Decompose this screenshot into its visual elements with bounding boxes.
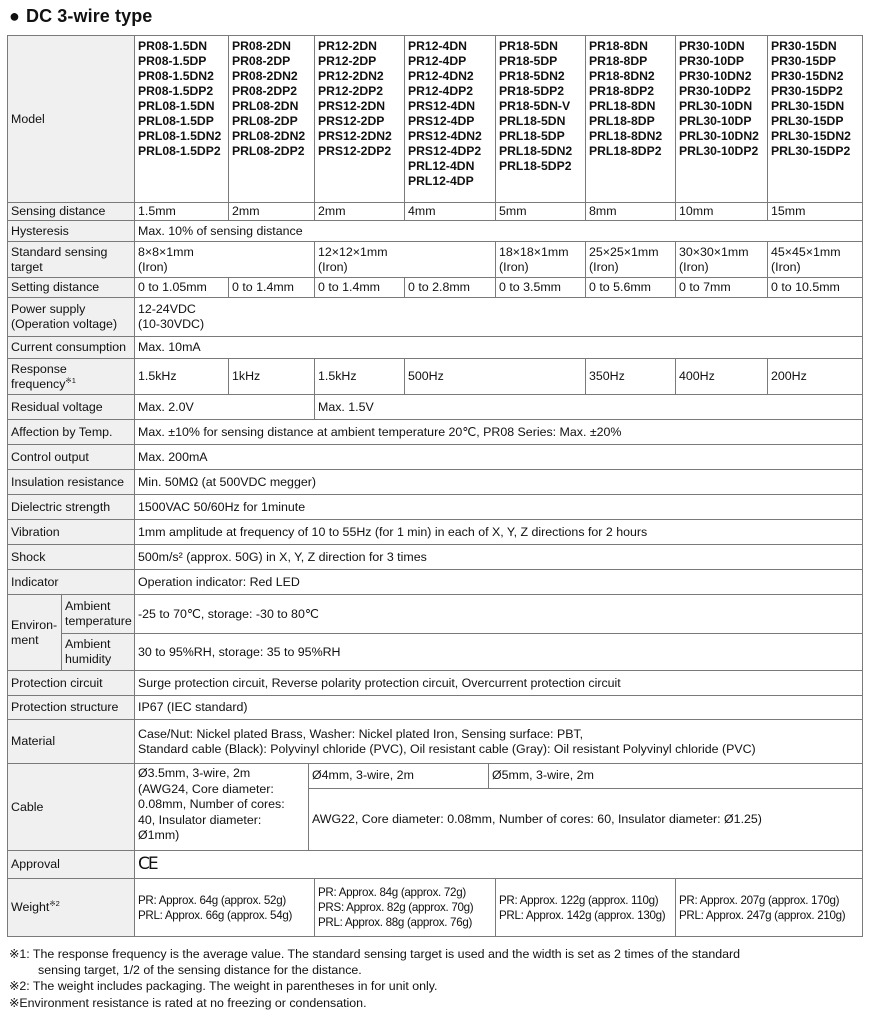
label-current-consumption: Current consumption [8, 337, 135, 359]
setting-distance-value: 0 to 2.8mm [405, 278, 496, 298]
cable-spec-value: AWG22, Core diameter: 0.08mm, Number of cores: 60, Insulator diameter: Ø1.25) [312, 812, 762, 826]
model-col-3: PR12-2DN PR12-2DP PR12-2DN2 PR12-2DP2 PRS12-2DN PRS12-2DP PRS12-2DN2 PRS12-2DP2 [315, 36, 405, 203]
model-col-5: PR18-5DN PR18-5DP PR18-5DN2 PR18-5DP2 PR18-5DN-V PRL18-5DN PRL18-5DP PRL18-5DN2 PRL18-5DP2 [496, 36, 586, 203]
setting-distance-value: 0 to 10.5mm [768, 278, 863, 298]
ce-mark-icon: CE [138, 853, 157, 874]
ambient-temperature-value: -25 to 70℃, storage: -30 to 80℃ [135, 595, 863, 634]
label-affection-temp: Affection by Temp. [8, 420, 135, 445]
sensing-distance-value: 5mm [496, 203, 586, 221]
response-frequency-value: 350Hz [586, 359, 676, 395]
row-residual-voltage [8, 395, 863, 420]
power-supply-value: 12-24VDC (10-30VDC) [135, 298, 863, 337]
setting-distance-value: 0 to 1.05mm [135, 278, 229, 298]
label-residual-voltage: Residual voltage [8, 395, 135, 420]
title-bullet: ● [9, 6, 20, 26]
shock-value: 500m/s² (approx. 50G) in X, Y, Z direction for 3 times [135, 545, 863, 570]
control-output-value: Max. 200mA [135, 445, 863, 470]
label-power-supply: Power supply (Operation voltage) [8, 298, 135, 337]
label-cable: Cable [8, 764, 135, 851]
row-power-supply [8, 298, 863, 337]
indicator-value: Operation indicator: Red LED [135, 570, 863, 595]
row-insulation-resistance [8, 470, 863, 495]
row-vibration [8, 520, 863, 545]
response-frequency-value: 1.5kHz [135, 359, 229, 395]
protection-structure-value: IP67 (IEC standard) [135, 696, 863, 720]
row-cable [8, 764, 863, 851]
sensing-distance-value: 2mm [315, 203, 405, 221]
sensing-distance-value: 8mm [586, 203, 676, 221]
label-approval: Approval [8, 851, 135, 879]
footnote-1: ※1: The response frequency is the average value. The standard sensing target is used and the width is set as 2 times of the standard [9, 947, 741, 961]
row-ambient-humidity [8, 634, 863, 671]
protection-circuit-value: Surge protection circuit, Reverse polarity protection circuit, Overcurrent protection circuit [135, 671, 863, 696]
sensing-distance-value: 15mm [768, 203, 863, 221]
cable-layout [135, 764, 862, 850]
row-current-consumption [8, 337, 863, 359]
weight-value: PR: Approx. 207g (approx. 170g) PRL: Approx. 247g (approx. 210g) [676, 879, 863, 937]
row-protection-circuit [8, 671, 863, 696]
affection-temp-value: Max. ±10% for sensing distance at ambient temperature 20℃, PR08 Series: Max. ±20% [135, 420, 863, 445]
page-title [9, 6, 152, 27]
row-response-frequency [8, 359, 863, 395]
footnote-2-mark: ※2 [49, 898, 60, 908]
sensing-distance-value: 1.5mm [135, 203, 229, 221]
sensing-distance-value: 10mm [676, 203, 768, 221]
material-value: Case/Nut: Nickel plated Brass, Washer: Nickel plated Iron, Sensing surface: PBT, Standard cable (Black): Polyvinyl chloride (PVC), Oil resistant cable (Gray): Oil resistant Polyvinyl chloride (PVC) [135, 720, 863, 764]
label-ambient-temperature: Ambient temperature [62, 595, 135, 634]
label-vibration: Vibration [8, 520, 135, 545]
insulation-resistance-value: Min. 50MΩ (at 500VDC megger) [135, 470, 863, 495]
label-standard-target: Standard sensing target [8, 242, 135, 278]
label-indicator: Indicator [8, 570, 135, 595]
row-indicator [8, 570, 863, 595]
model-col-4: PR12-4DN PR12-4DP PR12-4DN2 PR12-4DP2 PRS12-4DN PRS12-4DP PRS12-4DN2 PRS12-4DP2 PRL12-4DN PRL12-4DP [405, 36, 496, 203]
cable-large-group [309, 764, 862, 850]
response-frequency-value: 500Hz [405, 359, 586, 395]
label-hysteresis: Hysteresis [8, 221, 135, 242]
row-sensing-distance [8, 203, 863, 221]
approval-value [135, 851, 863, 879]
sensing-distance-value: 2mm [229, 203, 315, 221]
ambient-humidity-value: 30 to 95%RH, storage: 35 to 95%RH [135, 634, 863, 671]
current-consumption-value: Max. 10mA [135, 337, 863, 359]
label-shock: Shock [8, 545, 135, 570]
row-hysteresis [8, 221, 863, 242]
label-protection-circuit: Protection circuit [8, 671, 135, 696]
cable-cell [135, 764, 863, 851]
footnote-1-mark: ※1 [65, 375, 76, 385]
setting-distance-value: 0 to 3.5mm [496, 278, 586, 298]
sensing-distance-value: 4mm [405, 203, 496, 221]
label-dielectric-strength: Dielectric strength [8, 495, 135, 520]
title-text: DC 3-wire type [25, 6, 153, 26]
standard-target-value: 45×45×1mm (Iron) [768, 242, 863, 278]
row-material [8, 720, 863, 764]
vibration-value: 1mm amplitude at frequency of 10 to 55Hz (for 1 min) in each of X, Y, Z directions for 2 hours [135, 520, 863, 545]
row-protection-structure [8, 696, 863, 720]
hysteresis-value: Max. 10% of sensing distance [135, 221, 863, 242]
label-protection-structure: Protection structure [8, 696, 135, 720]
label-insulation-resistance: Insulation resistance [8, 470, 135, 495]
residual-voltage-value: Max. 1.5V [315, 395, 863, 420]
label-control-output: Control output [8, 445, 135, 470]
cable-small-spec: Ø3.5mm, 3-wire, 2m (AWG24, Core diameter: 0.08mm, Number of cores: 40, Insulator diameter: Ø1mm) [135, 764, 309, 850]
spec-table [7, 35, 863, 937]
model-col-2: PR08-2DN PR08-2DP PR08-2DN2 PR08-2DP2 PRL08-2DN PRL08-2DP PRL08-2DN2 PRL08-2DP2 [229, 36, 315, 203]
weight-value: PR: Approx. 84g (approx. 72g) PRS: Approx. 82g (approx. 70g) PRL: Approx. 88g (approx. 76g) [315, 879, 496, 937]
cable-sizes [309, 764, 862, 789]
row-model [8, 36, 863, 203]
cable-large-value: Ø5mm, 3-wire, 2m [492, 768, 594, 782]
setting-distance-value: 0 to 1.4mm [229, 278, 315, 298]
footnotes [9, 946, 865, 1011]
label-setting-distance: Setting distance [8, 278, 135, 298]
standard-target-value: 8×8×1mm (Iron) [135, 242, 315, 278]
label-weight: Weight$^{※2}$ [8, 879, 135, 937]
footnote-2: ※2: The weight includes packaging. The weight in parentheses in for unit only. [9, 979, 438, 994]
setting-distance-value: 0 to 1.4mm [315, 278, 405, 298]
footnote-1-cont: sensing target, 1/2 of the sensing distance for the distance. [38, 963, 362, 978]
standard-target-value: 30×30×1mm (Iron) [676, 242, 768, 278]
cable-mid-value: Ø4mm, 3-wire, 2m [309, 764, 489, 788]
label-model: Model [8, 36, 135, 203]
row-shock [8, 545, 863, 570]
setting-distance-value: 0 to 7mm [676, 278, 768, 298]
label-sensing-distance: Sensing distance [8, 203, 135, 221]
response-frequency-value: 200Hz [768, 359, 863, 395]
row-ambient-temperature [8, 595, 863, 634]
weight-value: PR: Approx. 64g (approx. 52g) PRL: Approx. 66g (approx. 54g) [135, 879, 315, 937]
label-response-frequency: Response frequency$^{※1}$ [8, 359, 135, 395]
model-col-1: PR08-1.5DN PR08-1.5DP PR08-1.5DN2 PR08-1.5DP2 PRL08-1.5DN PRL08-1.5DP PRL08-1.5DN2 PRL08-1.5DP2 [135, 36, 229, 203]
row-setting-distance [8, 278, 863, 298]
row-approval [8, 851, 863, 879]
residual-voltage-value: Max. 2.0V [135, 395, 315, 420]
label-material: Material [8, 720, 135, 764]
standard-target-value: 12×12×1mm (Iron) [315, 242, 496, 278]
footnote-3: ※Environment resistance is rated at no freezing or condensation. [9, 995, 367, 1010]
label-ambient-humidity: Ambient humidity [62, 634, 135, 671]
response-frequency-value: 400Hz [676, 359, 768, 395]
model-col-7: PR30-10DN PR30-10DP PR30-10DN2 PR30-10DP2 PRL30-10DN PRL30-10DP PRL30-10DN2 PRL30-10DP2 [676, 36, 768, 203]
row-dielectric-strength [8, 495, 863, 520]
dielectric-strength-value: 1500VAC 50/60Hz for 1minute [135, 495, 863, 520]
row-weight [8, 879, 863, 937]
setting-distance-value: 0 to 5.6mm [586, 278, 676, 298]
standard-target-value: 25×25×1mm (Iron) [586, 242, 676, 278]
model-col-6: PR18-8DN PR18-8DP PR18-8DN2 PR18-8DP2 PRL18-8DN PRL18-8DP PRL18-8DN2 PRL18-8DP2 [586, 36, 676, 203]
label-environment: Environ- ment [8, 595, 62, 671]
response-frequency-value: 1.5kHz [315, 359, 405, 395]
model-col-8: PR30-15DN PR30-15DP PR30-15DN2 PR30-15DP2 PRL30-15DN PRL30-15DP PRL30-15DN2 PRL30-15DP2 [768, 36, 863, 203]
row-affection-temp [8, 420, 863, 445]
row-standard-target [8, 242, 863, 278]
row-control-output [8, 445, 863, 470]
standard-target-value: 18×18×1mm (Iron) [496, 242, 586, 278]
weight-value: PR: Approx. 122g (approx. 110g) PRL: Approx. 142g (approx. 130g) [496, 879, 676, 937]
response-frequency-value: 1kHz [229, 359, 315, 395]
